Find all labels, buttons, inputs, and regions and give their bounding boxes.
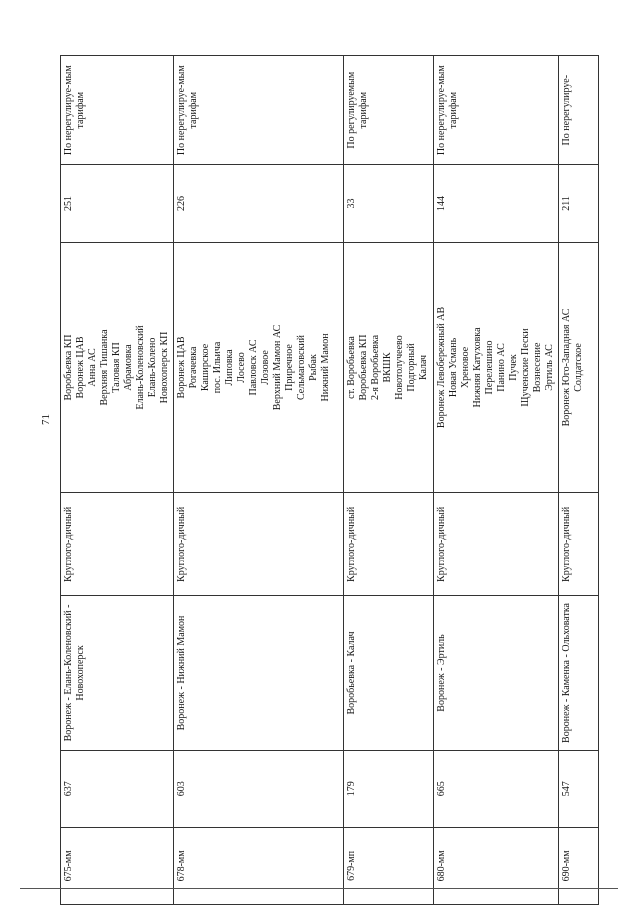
route-name-cell: Воробьевка - Калач	[344, 596, 434, 750]
stop-item: ст. Воробьевка	[346, 336, 357, 399]
stop-item: Перелешино	[484, 340, 495, 395]
route-name-cell: Воронеж - Каменка - Ольховатка	[559, 596, 599, 750]
route-name-cell: Воронеж - Елань-Коленовский - Новохоперск	[61, 596, 174, 750]
stop-item: Нижний Мамон	[320, 333, 331, 402]
stop-item: Верхний Мамон АС	[272, 324, 283, 411]
stop-item: Панино АС	[496, 343, 507, 392]
route-length-cell: 251	[61, 165, 174, 242]
route-length-cell: 211	[559, 165, 599, 242]
route-tariff-cell: По нерегулируе-	[559, 56, 599, 165]
route-schedule-cell: Круглого-дичный	[61, 493, 174, 596]
route-tariff-cell: По регулируемым тарифам	[344, 56, 434, 165]
route-code-cell: 690-мм	[559, 827, 599, 904]
stop-item: Елань-Коленовский	[135, 325, 146, 410]
stop-item: Воробьевка КП	[358, 334, 369, 401]
route-code-cell: 678-мм	[174, 827, 344, 904]
route-schedule-cell: Круглого-дичный	[174, 493, 344, 596]
stop-item: Эртиль АС	[544, 344, 555, 391]
stop-item: Воронеж ЦАВ	[176, 336, 187, 399]
routes-table-body	[61, 56, 599, 905]
route-number-cell: 179	[344, 750, 434, 827]
stop-item: 2-я Воробьевка	[370, 334, 381, 401]
route-length-cell: 33	[344, 165, 434, 242]
table-row	[434, 56, 559, 905]
stop-item: Нижняя Катуховка	[472, 327, 483, 408]
stop-item: Хреновое	[460, 346, 471, 389]
stop-item: Новохоперск КП	[159, 331, 170, 404]
route-schedule-cell: Круглого-дичный	[434, 493, 559, 596]
stop-item: Новотолучеево	[394, 335, 405, 400]
stop-item: Воробьевка КП	[63, 334, 74, 401]
route-code-cell: 680-мм	[434, 827, 559, 904]
route-tariff-cell: По нерегулируе-мым тарифам	[61, 56, 174, 165]
stop-item: Анна АС	[87, 348, 98, 387]
route-schedule-cell: Круглого-дичный	[559, 493, 599, 596]
route-code-cell: 679-мп	[344, 827, 434, 904]
route-code-cell: 675-мм	[61, 827, 174, 904]
footer-rule	[20, 888, 618, 889]
table-row	[559, 56, 599, 905]
route-schedule-cell: Круглого-дичный	[344, 493, 434, 596]
stop-item: Новая Усмань	[448, 337, 459, 398]
stop-item: Абрамовка	[123, 344, 134, 391]
page-number: 71	[40, 414, 52, 425]
stop-item: Лосево	[236, 352, 247, 383]
table-row	[61, 56, 174, 905]
rotated-page	[60, 55, 625, 905]
stop-item: Лозовое	[260, 350, 271, 385]
stop-item: Липовка	[224, 349, 235, 386]
stop-item: Таловая КП	[111, 342, 122, 393]
route-stops-cell	[559, 242, 599, 493]
stop-item: Пучек	[508, 354, 519, 381]
table-row	[174, 56, 344, 905]
stop-item: Воронеж ЦАВ	[75, 336, 86, 399]
route-number-cell: 665	[434, 750, 559, 827]
stop-item: Солдатское	[573, 343, 584, 392]
stop-item: Сельмаговский	[296, 334, 307, 400]
route-stops-cell	[434, 242, 559, 493]
stop-item: Вознесение	[532, 342, 543, 393]
route-name-cell: Воронеж - Эртиль	[434, 596, 559, 750]
route-tariff-cell: По нерегулируе-мым тарифам	[434, 56, 559, 165]
route-stops-cell	[174, 242, 344, 493]
routes-table	[60, 55, 599, 905]
route-length-cell: 226	[174, 165, 344, 242]
route-tariff-cell: По нерегулируе-мым тарифам	[174, 56, 344, 165]
stop-item: Верхняя Тишанка	[99, 329, 110, 406]
route-length-cell: 144	[434, 165, 559, 242]
route-name-cell: Воронеж - Нижний Мамон	[174, 596, 344, 750]
stop-item: Елань-Колено	[147, 337, 158, 398]
stop-item: Рыбак	[308, 354, 319, 381]
route-number-cell: 603	[174, 750, 344, 827]
route-number-cell: 547	[559, 750, 599, 827]
stop-item: Подгорный	[406, 343, 417, 392]
stop-item: Калач	[418, 354, 429, 381]
stop-item: Воронеж Левобережный АВ	[436, 306, 447, 429]
rotated-page-wrapper	[60, 55, 625, 905]
stop-item: Приречное	[284, 344, 295, 391]
stop-item: ВКШК	[382, 352, 393, 383]
stop-item: Каширское	[200, 343, 211, 392]
stop-item: Воронеж Юго-Западная АС	[561, 308, 572, 427]
route-stops-cell	[344, 242, 434, 493]
route-number-cell: 637	[61, 750, 174, 827]
stop-item: Щученские Пески	[520, 328, 531, 407]
stop-item: пос. Ильича	[212, 341, 223, 394]
stop-item: Рогачевка	[188, 346, 199, 389]
table-row	[344, 56, 434, 905]
stop-item: Павловск АС	[248, 339, 259, 396]
route-stops-cell	[61, 242, 174, 493]
